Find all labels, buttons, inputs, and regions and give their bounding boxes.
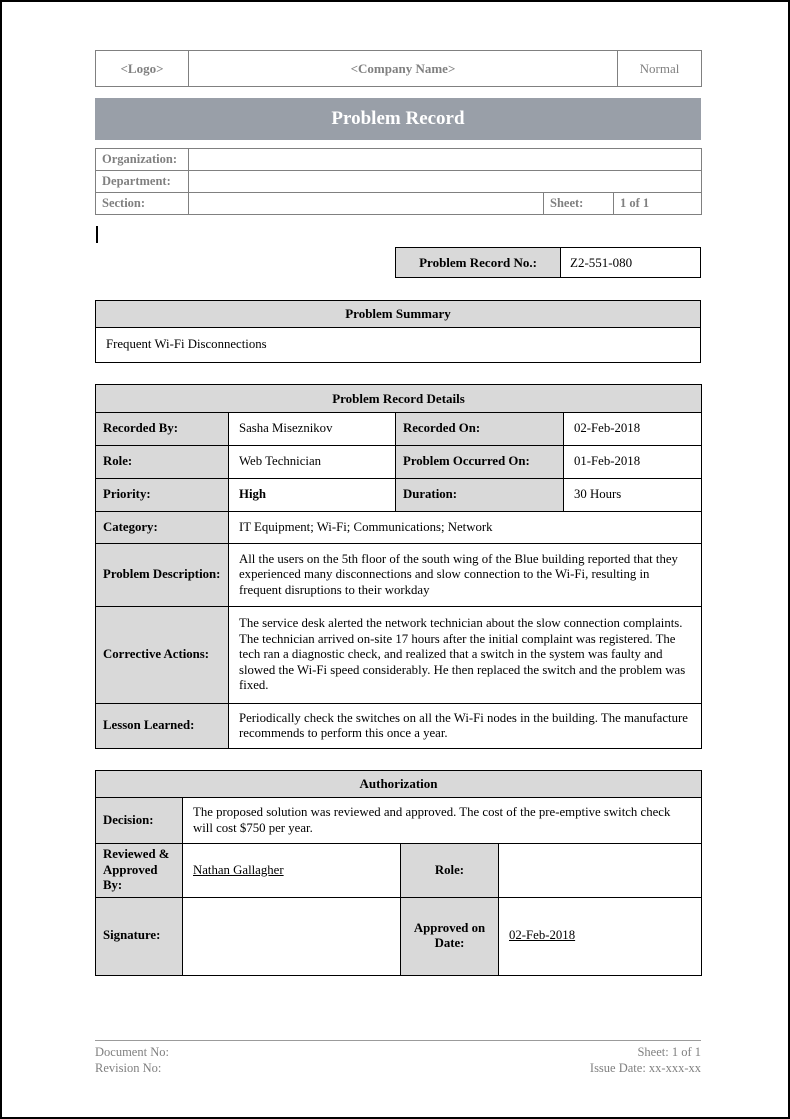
auth-role-label: Role: <box>401 844 499 898</box>
lesson-learned-field[interactable]: Periodically check the switches on all the Wi-Fi nodes in the building. The manufacture recommends to perform this once a year. <box>229 704 702 749</box>
authorization-heading: Authorization <box>96 771 702 798</box>
problem-summary-field[interactable]: Frequent Wi-Fi Disconnections <box>96 328 701 363</box>
page-footer <box>95 1040 701 1076</box>
priority-field[interactable]: High <box>229 479 396 512</box>
section-label: Section: <box>96 193 189 215</box>
company-name-placeholder[interactable]: <Company Name> <box>189 51 618 87</box>
lesson-learned-label: Lesson Learned: <box>96 704 229 749</box>
record-no-field[interactable]: Z2-551-080 <box>561 248 701 278</box>
recorded-on-field[interactable]: 02-Feb-2018 <box>564 413 702 446</box>
duration-label: Duration: <box>396 479 564 512</box>
priority-label: Priority: <box>96 479 229 512</box>
decision-field[interactable]: The proposed solution was reviewed and approved. The cost of the pre-emptive switch check will cost $750 per year. <box>183 798 702 844</box>
problem-summary-table <box>95 300 701 363</box>
authorization-table <box>95 770 702 976</box>
footer-issue-date: Issue Date: xx-xxx-xx <box>589 1060 701 1075</box>
record-no-table <box>395 247 701 278</box>
company-header-table <box>95 50 702 87</box>
record-no-label: Problem Record No.: <box>396 248 561 278</box>
corrective-actions-field[interactable]: The service desk alerted the network technician about the slow connection complaints. The technician arrived on-site 17 hours after the initial complaint was registered. The tech ran a diagnostic check, and realized that a switch in the system was faulty and slowed the Wi-Fi speed considerably. He then replaced the switch and the problem was fixed. <box>229 607 702 704</box>
corrective-actions-label: Corrective Actions: <box>96 607 229 704</box>
organization-field[interactable] <box>189 149 702 171</box>
signature-label: Signature: <box>96 897 183 975</box>
occurred-on-label: Problem Occurred On: <box>396 446 564 479</box>
document-title: Problem Record <box>95 98 701 140</box>
signature-field[interactable] <box>183 897 401 975</box>
sheet-value: 1 of 1 <box>614 193 702 215</box>
auth-role-field[interactable] <box>499 844 702 898</box>
recorded-on-label: Recorded On: <box>396 413 564 446</box>
approved-on-label: Approved on Date: <box>401 897 499 975</box>
problem-details-heading: Problem Record Details <box>96 385 702 413</box>
footer-sheet: Sheet: 1 of 1 <box>637 1045 701 1059</box>
section-field[interactable] <box>189 193 544 215</box>
footer-document-no: Document No: <box>95 1045 169 1059</box>
decision-label: Decision: <box>96 798 183 844</box>
classification-label[interactable]: Normal <box>618 51 702 87</box>
category-label: Category: <box>96 512 229 544</box>
duration-field[interactable]: 30 Hours <box>564 479 702 512</box>
category-field[interactable]: IT Equipment; Wi-Fi; Communications; Network <box>229 512 702 544</box>
org-info-table <box>95 148 702 215</box>
recorded-by-field[interactable]: Sasha Miseznikov <box>229 413 396 446</box>
role-label: Role: <box>96 446 229 479</box>
logo-placeholder[interactable]: <Logo> <box>96 51 189 87</box>
footer-revision-no: Revision No: <box>95 1060 162 1075</box>
occurred-on-field[interactable]: 01-Feb-2018 <box>564 446 702 479</box>
role-field[interactable]: Web Technician <box>229 446 396 479</box>
sheet-label: Sheet: <box>544 193 614 215</box>
approved-on-field[interactable]: 02-Feb-2018 <box>499 897 702 975</box>
problem-summary-heading: Problem Summary <box>96 301 701 328</box>
recorded-by-label: Recorded By: <box>96 413 229 446</box>
description-label: Problem Description: <box>96 544 229 607</box>
description-field[interactable]: All the users on the 5th floor of the south wing of the Blue building reported that they experienced many disconnections and slow connection to the Wi-Fi, resulting in frequent disruptions to their workday <box>229 544 702 607</box>
problem-details-table <box>95 384 702 749</box>
reviewed-by-label: Reviewed & Approved By: <box>96 844 183 898</box>
organization-label: Organization: <box>96 149 189 171</box>
department-field[interactable] <box>189 171 702 193</box>
text-cursor[interactable] <box>96 226 98 243</box>
department-label: Department: <box>96 171 189 193</box>
reviewed-by-field[interactable]: Nathan Gallagher <box>183 844 401 898</box>
